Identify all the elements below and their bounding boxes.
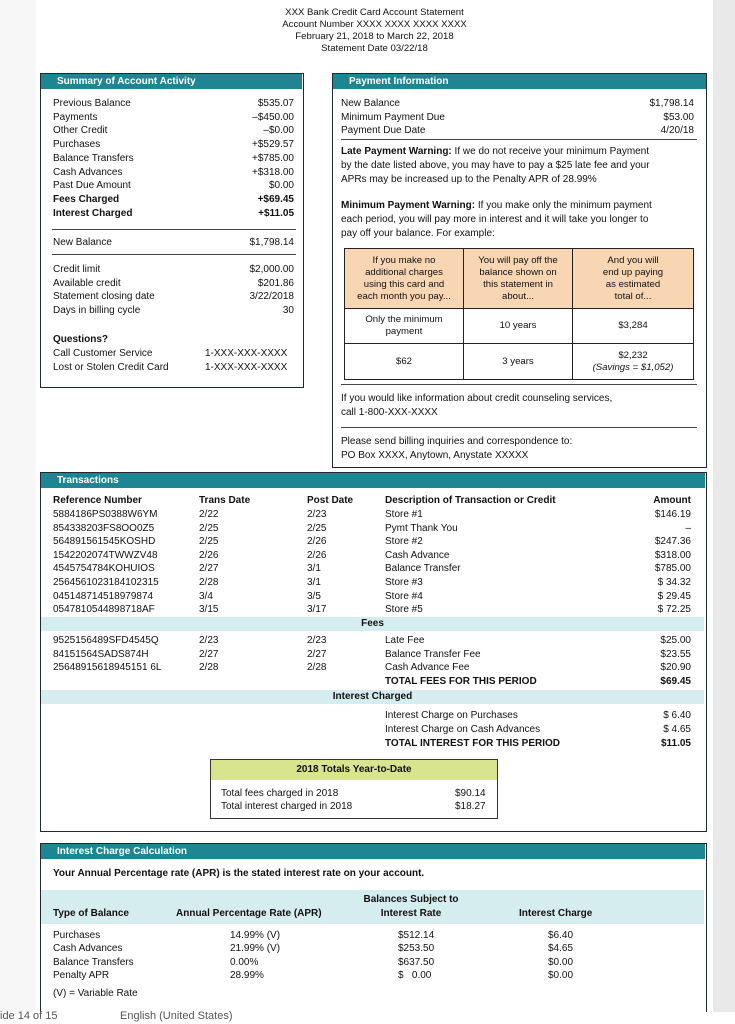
- summary-label: Previous Balance: [53, 98, 131, 109]
- credit-label: Credit limit: [53, 264, 101, 275]
- credit-value: $2,000.00: [249, 264, 294, 275]
- txn-amount: $247.36: [654, 536, 691, 548]
- statement-period: February 21, 2018 to March 22, 2018: [295, 31, 454, 42]
- counseling-text-1: If you would like information about credit counseling services,: [341, 393, 613, 404]
- txn-trans-date: 2/27: [199, 648, 219, 660]
- txn-trans-date: 2/25: [199, 522, 219, 534]
- txn-ref: 2564561023184102315: [53, 577, 159, 588]
- ic-col-apr: Annual Percentage Rate (APR): [176, 908, 322, 919]
- fees-band: Fees: [41, 617, 704, 631]
- payment-value: 4/20/18: [660, 125, 694, 137]
- ytd-fees-label: Total fees charged in 2018: [221, 788, 339, 799]
- col-post-date: Post Date: [307, 495, 354, 506]
- ic-type: Balance Transfers: [53, 956, 134, 968]
- credit-label: Statement closing date: [53, 291, 155, 303]
- txn-post-date: 2/26: [307, 549, 327, 561]
- txn-trans-date: 3/15: [199, 604, 219, 616]
- txn-post-date: 3/17: [307, 604, 327, 616]
- txn-post-date: 2/25: [307, 522, 327, 534]
- contact-label: Lost or Stolen Credit Card: [53, 361, 169, 373]
- summary-new-balance-value: $1,798.14: [249, 237, 294, 248]
- send-text-2: PO Box XXXX, Anytown, Anystate XXXXX: [341, 450, 529, 461]
- summary-value: –$0.00: [263, 125, 294, 137]
- txn-amount: –: [685, 522, 691, 534]
- ic-col-rate: Interest Rate: [380, 908, 442, 919]
- summary-label: Purchases: [53, 139, 101, 151]
- txn-desc: Balance Transfer Fee: [385, 648, 481, 660]
- txn-ref: 045148714518979874: [53, 590, 154, 602]
- txn-trans-date: 2/28: [199, 577, 219, 588]
- txn-post-date: 3/5: [307, 590, 321, 602]
- col-amount: Amount: [653, 495, 691, 506]
- ytd-fees-value: $90.14: [455, 788, 486, 799]
- txn-trans-date: 2/26: [199, 549, 219, 561]
- txn-desc: Store #4: [385, 590, 423, 602]
- summary-value: +$69.45: [257, 193, 294, 205]
- table-head-time: You will pay off the balance shown on this statement in about...: [464, 249, 573, 309]
- txn-ref: 564891561545KOSHD: [53, 536, 156, 548]
- txn-ref: 84151564SADS874H: [53, 648, 149, 660]
- interest-amount: $ 4.65: [663, 724, 691, 735]
- payment-divider-3: [341, 427, 697, 428]
- table-row-1-total: $3,284: [573, 309, 694, 344]
- summary-divider-2: [52, 254, 296, 255]
- txn-ref: 5884186PS0388W6YM: [53, 509, 158, 520]
- interest-amount: $ 6.40: [663, 710, 691, 721]
- table-head-pay: If you make no additional charges using this card and each month you pay...: [345, 249, 464, 309]
- ic-apr: 28.99%: [230, 970, 264, 982]
- ic-apr: 21.99% (V): [230, 943, 281, 955]
- ic-charge: $6.40: [548, 930, 574, 941]
- ic-apr: 0.00%: [230, 956, 259, 968]
- transactions-title: Transactions: [41, 473, 705, 488]
- payment-title: Payment Information: [333, 74, 706, 89]
- interest-calc-subtitle: Your Annual Percentage rate (APR) is the stated interest rate on your account.: [53, 868, 425, 879]
- late-warning-title: Late Payment Warning:: [341, 146, 452, 157]
- txn-desc: Store #5: [385, 604, 423, 616]
- payment-label: Minimum Payment Due: [341, 111, 445, 123]
- ic-charge: $0.00: [548, 956, 574, 968]
- account-number: Account Number XXXX XXXX XXXX XXXX: [282, 19, 467, 30]
- txn-amount: $ 34.32: [657, 577, 691, 588]
- txn-desc: Late Fee: [385, 635, 425, 646]
- payment-value: $53.00: [663, 111, 694, 123]
- col-reference: Reference Number: [53, 495, 142, 506]
- contact-number: 1-XXX-XXX-XXXX: [205, 348, 288, 359]
- interest-desc: Interest Charge on Cash Advances: [385, 724, 541, 735]
- table-row-1-time: 10 years: [464, 309, 573, 344]
- txn-ref: 854338203FS8OO0Z5: [53, 522, 155, 534]
- txn-desc: Pymt Thank You: [385, 522, 458, 534]
- ic-col-type: Type of Balance: [53, 908, 129, 919]
- summary-label: Payments: [53, 111, 98, 123]
- ic-balance: $637.50: [398, 956, 435, 968]
- txn-trans-date: 2/22: [199, 509, 219, 520]
- credit-value: $201.86: [257, 277, 294, 289]
- credit-value: 30: [282, 304, 294, 316]
- summary-value: +$529.57: [252, 139, 294, 151]
- payment-value: $1,798.14: [649, 98, 694, 109]
- late-warning-line1: [341, 145, 649, 159]
- txn-amount: $318.00: [654, 549, 691, 561]
- txn-amount: $20.90: [660, 662, 691, 674]
- variable-rate-note: (V) = Variable Rate: [53, 988, 138, 999]
- table-row-1-pay: Only the minimum payment: [345, 309, 464, 344]
- txn-post-date: 2/27: [307, 648, 327, 660]
- ic-charge: $4.65: [548, 943, 574, 955]
- txn-post-date: 2/26: [307, 536, 327, 548]
- table-row-2-time: 3 years: [464, 344, 573, 380]
- summary-label: Interest Charged: [53, 207, 133, 219]
- min-warning-title: Minimum Payment Warning:: [341, 200, 476, 211]
- txn-amount: $ 29.45: [657, 590, 691, 602]
- txn-trans-date: 3/4: [199, 590, 213, 602]
- total-fees-label: TOTAL FEES FOR THIS PERIOD: [385, 676, 537, 687]
- payment-label: New Balance: [341, 98, 400, 109]
- min-payment-table: [344, 248, 694, 380]
- summary-value: +$318.00: [252, 166, 294, 178]
- total-fees-value: $69.45: [660, 676, 691, 687]
- statement-title: XXX Bank Credit Card Account Statement: [285, 7, 464, 18]
- txn-post-date: 3/1: [307, 577, 321, 588]
- txn-ref: 25648915618945151 6L: [53, 662, 162, 674]
- summary-label: Fees Charged: [53, 193, 120, 205]
- txn-trans-date: 2/28: [199, 662, 219, 674]
- summary-divider: [52, 229, 296, 230]
- contact-label: Call Customer Service: [53, 348, 153, 359]
- contact-number: 1-XXX-XXX-XXXX: [205, 361, 288, 373]
- txn-ref: 9525156489SFD4545Q: [53, 635, 159, 646]
- late-warning-text-2: by the date listed above, you may have to pay a $25 late fee and your: [341, 160, 650, 171]
- left-margin: [0, 0, 36, 1024]
- txn-post-date: 3/1: [307, 563, 321, 575]
- ic-type: Purchases: [53, 930, 101, 941]
- send-text-1: Please send billing inquiries and correspondence to:: [341, 436, 573, 447]
- txn-desc: Store #1: [385, 509, 423, 520]
- txn-trans-date: 2/27: [199, 563, 219, 575]
- txn-amount: $23.55: [660, 648, 691, 660]
- txn-amount: $785.00: [654, 563, 691, 575]
- txn-desc: Cash Advance Fee: [385, 662, 470, 674]
- table-head-total: And you will end up paying as estimated total of...: [573, 249, 694, 309]
- summary-label: Balance Transfers: [53, 152, 134, 164]
- credit-label: Available credit: [53, 277, 121, 289]
- min-warning-text-1: If you make only the minimum payment: [477, 200, 652, 211]
- statement-date: Statement Date 03/22/18: [321, 43, 428, 54]
- interest-calc-title: Interest Charge Calculation: [41, 844, 705, 859]
- ic-col-charge: Interest Charge: [519, 908, 593, 919]
- txn-desc: Balance Transfer: [385, 563, 461, 575]
- language-indicator: English (United States): [120, 1010, 233, 1022]
- summary-value: –$450.00: [252, 111, 294, 123]
- ic-balance: $512.14: [398, 930, 435, 941]
- min-warning-text-2: each period, you will pay more in interest and it will take you longer to: [341, 214, 649, 225]
- ic-col-balance: Balances Subject to: [363, 894, 459, 905]
- min-warning-text-3: pay off your balance. For example:: [341, 228, 495, 239]
- summary-label: Other Credit: [53, 125, 108, 137]
- credit-value: 3/22/2018: [249, 291, 294, 303]
- credit-label: Days in billing cycle: [53, 304, 141, 316]
- payment-divider-2: [341, 384, 697, 385]
- summary-new-balance-label: New Balance: [53, 237, 112, 248]
- ytd-title: 2018 Totals Year-to-Date: [211, 760, 497, 780]
- interest-band: Interest Charged: [41, 690, 704, 704]
- txn-post-date: 2/28: [307, 662, 327, 674]
- summary-value: +$785.00: [252, 152, 294, 164]
- summary-label: Past Due Amount: [53, 180, 131, 192]
- txn-trans-date: 2/23: [199, 635, 219, 646]
- summary-label: Cash Advances: [53, 166, 123, 178]
- summary-title: Summary of Account Activity: [41, 74, 302, 89]
- summary-value: +$11.05: [258, 207, 294, 219]
- txn-ref: 4545754784KOHUIOS: [53, 563, 155, 575]
- table-row-2-pay: $62: [345, 344, 464, 380]
- ic-apr: 14.99% (V): [230, 930, 281, 941]
- col-description: Description of Transaction or Credit: [385, 495, 556, 506]
- ytd-interest-label: Total interest charged in 2018: [221, 801, 353, 812]
- payment-divider: [341, 139, 697, 140]
- txn-desc: Store #2: [385, 536, 423, 548]
- total-interest-label: TOTAL INTEREST FOR THIS PERIOD: [385, 738, 561, 749]
- txn-post-date: 2/23: [307, 635, 327, 646]
- txn-amount: $ 72.25: [657, 604, 691, 616]
- payment-label: Payment Due Date: [341, 125, 426, 137]
- min-warning-line1: [341, 199, 652, 213]
- right-margin: [713, 0, 735, 1024]
- txn-post-date: 2/23: [307, 509, 327, 520]
- table-row-2-total: $2,232 (Savings = $1,052): [573, 344, 694, 380]
- counseling-text-2: call 1-800-XXX-XXXX: [341, 407, 438, 418]
- txn-amount: $25.00: [660, 635, 691, 646]
- ytd-interest-value: $18.27: [455, 801, 486, 812]
- txn-ref: 0547810544898718AF: [53, 604, 155, 616]
- ic-type: Penalty APR: [53, 970, 110, 982]
- ic-type: Cash Advances: [53, 943, 123, 955]
- summary-value: $535.07: [257, 98, 294, 109]
- col-trans-date: Trans Date: [199, 495, 251, 506]
- status-bar: [0, 1012, 735, 1024]
- questions-label: Questions?: [53, 334, 109, 345]
- txn-amount: $146.19: [654, 509, 691, 520]
- page-indicator: ide 14 of 15: [0, 1010, 58, 1022]
- late-warning-text-1: If we do not receive your minimum Payment: [454, 146, 650, 157]
- txn-desc: Store #3: [385, 577, 423, 588]
- txn-desc: Cash Advance: [385, 549, 450, 561]
- summary-value: $0.00: [268, 180, 294, 192]
- total-interest-value: $11.05: [660, 738, 691, 749]
- interest-desc: Interest Charge on Purchases: [385, 710, 518, 721]
- txn-ref: 1542202074TWWZV48: [53, 549, 158, 561]
- ic-balance: $ 0.00: [398, 970, 432, 982]
- late-warning-text-3: APRs may be increased up to the Penalty APR of 28.99%: [341, 174, 597, 185]
- ic-balance: $253.50: [398, 943, 435, 955]
- txn-trans-date: 2/25: [199, 536, 219, 548]
- ic-charge: $0.00: [548, 970, 574, 982]
